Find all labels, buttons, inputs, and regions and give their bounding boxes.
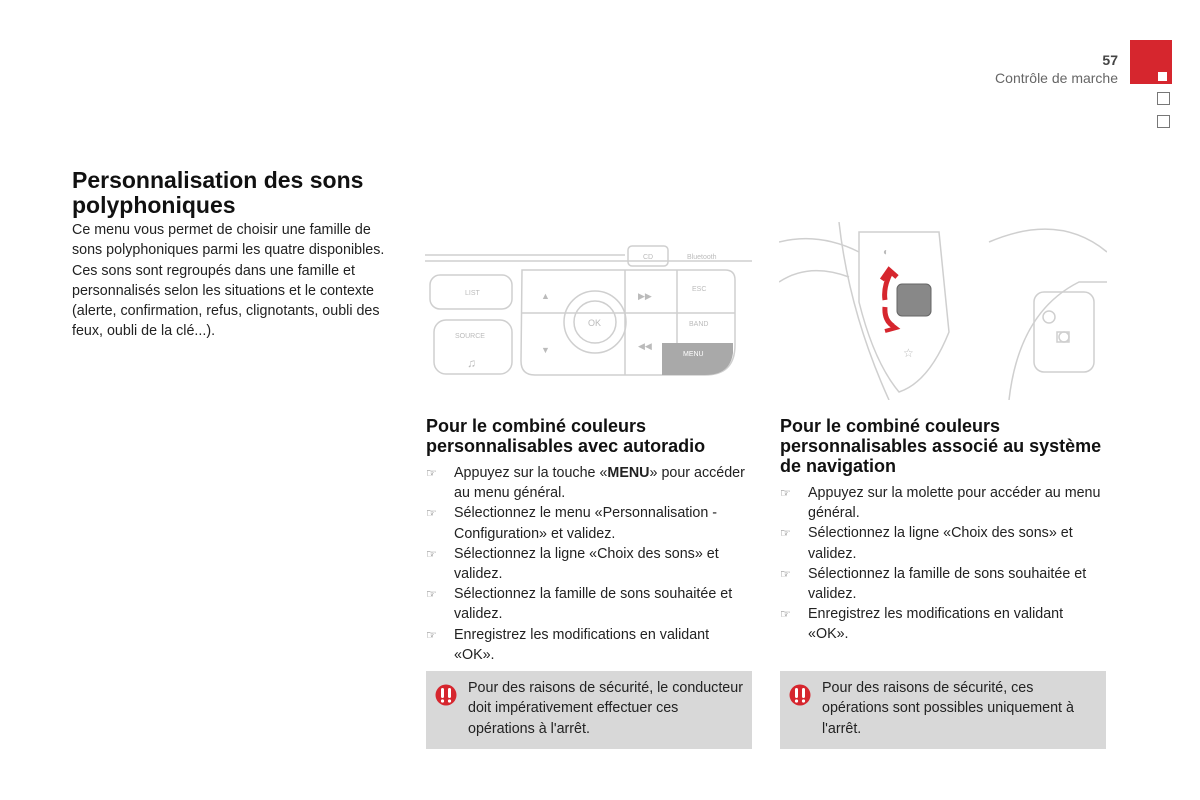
step-text: Sélectionnez la ligne «Choix des sons» et validez. — [808, 525, 1073, 562]
right-steps-list — [780, 483, 1105, 645]
list-item — [426, 503, 748, 543]
menu-key-label: MENU — [683, 351, 704, 358]
radio-panel-illustration — [425, 225, 752, 382]
list-item — [780, 483, 1105, 523]
scroll-wheel — [897, 284, 931, 316]
warning-text: Pour des raisons de sécurité, le conducteur doit impérativement effectuer ces opérations à l'arrêt. — [468, 680, 743, 737]
chapter-tab-box — [1157, 92, 1170, 105]
pointing-hand-icon: ☞ — [426, 506, 437, 521]
pointing-hand-icon: ☞ — [780, 607, 791, 622]
pointing-hand-icon: ☞ — [780, 486, 791, 500]
step-text: Sélectionnez le menu «Personnalisation - Configuration» et validez. — [454, 505, 718, 542]
left-column-heading: Pour le combiné couleurs personnalisables avec autoradio — [426, 416, 706, 456]
pointing-hand-icon: ☞ — [426, 546, 437, 561]
list-item — [426, 463, 748, 503]
step-text: Enregistrez les modifications en validant «OK». — [808, 606, 1064, 643]
list-item — [426, 625, 748, 665]
down-arrow-icon: ▼ — [541, 345, 550, 355]
warning-box — [780, 671, 1106, 749]
chapter-tab-marker — [1158, 72, 1167, 81]
list-item — [780, 604, 1105, 644]
left-steps-list — [426, 463, 748, 665]
cd-slot-label: CD — [643, 254, 654, 261]
warning-icon — [789, 684, 811, 706]
star-icon: ☆ — [903, 346, 914, 360]
step-text: Sélectionnez la ligne «Choix des sons» et validez. — [454, 545, 719, 583]
forward-icon: ▶▶ — [638, 291, 652, 301]
chapter-tab-box — [1157, 115, 1170, 128]
right-column-heading: Pour le combiné couleurs personnalisables associé au système de navigation — [780, 416, 1102, 476]
band-key-label: BAND — [689, 321, 709, 328]
brightness-icon: ◐ — [883, 247, 890, 258]
step-text-post: » pour accéder au menu général. — [454, 465, 745, 502]
warning-box — [426, 671, 752, 749]
list-item — [780, 523, 1105, 563]
warning-text: Pour des raisons de sécurité, ces opérations sont possibles uniquement à l'arrêt. — [822, 680, 1074, 737]
section-title: Contrôle de marche — [995, 70, 1118, 86]
ok-key-label: OK — [588, 318, 602, 328]
step-text: Sélectionnez la famille de sons souhaitée et validez. — [808, 565, 1087, 603]
pointing-hand-icon: ☞ — [426, 627, 437, 642]
list-item — [426, 544, 748, 584]
pointing-hand-icon: ☞ — [780, 526, 791, 541]
page-number: 57 — [1102, 52, 1118, 68]
esc-key-label: ESC — [692, 286, 707, 293]
step-text: Appuyez sur la molette pour accéder au menu général. — [808, 485, 1101, 522]
music-note-icon: ♫ — [467, 356, 476, 370]
step-text: Enregistrez les modifications en validant «OK». — [454, 626, 710, 663]
pointing-hand-icon: ☞ — [426, 466, 437, 480]
warning-icon — [435, 684, 457, 706]
step-text: Sélectionnez la famille de sons souhaitée et validez. — [454, 586, 733, 623]
pointing-hand-icon: ☞ — [780, 566, 791, 581]
list-item — [780, 564, 1105, 604]
steering-control-illustration — [779, 222, 1107, 400]
pointing-hand-icon: ☞ — [426, 587, 437, 602]
bluetooth-label: Bluetooth — [687, 254, 717, 261]
step-text-bold: MENU — [607, 465, 650, 481]
step-text-pre: Appuyez sur la touche « — [454, 465, 608, 481]
up-arrow-icon: ▲ — [541, 291, 550, 301]
list-item — [426, 584, 748, 624]
intro-paragraph: Ce menu vous permet de choisir une famille de sons polyphoniques parmi les quatre disponibles. Ces sons sont regroupés dans une famille et personnalisés selon les situations et le contexte (alerte, confirmation, refus, clignotants, oubli des feux, oubli de la clé...). — [72, 222, 385, 340]
menu-key-highlight — [662, 343, 733, 375]
chapter-tab-active — [1130, 40, 1172, 84]
list-key-label: LIST — [465, 290, 480, 297]
source-key-label: SOURCE — [455, 333, 485, 340]
rewind-icon: ◀◀ — [638, 341, 652, 351]
page-title: Personnalisation des sons polyphoniques — [72, 167, 364, 218]
